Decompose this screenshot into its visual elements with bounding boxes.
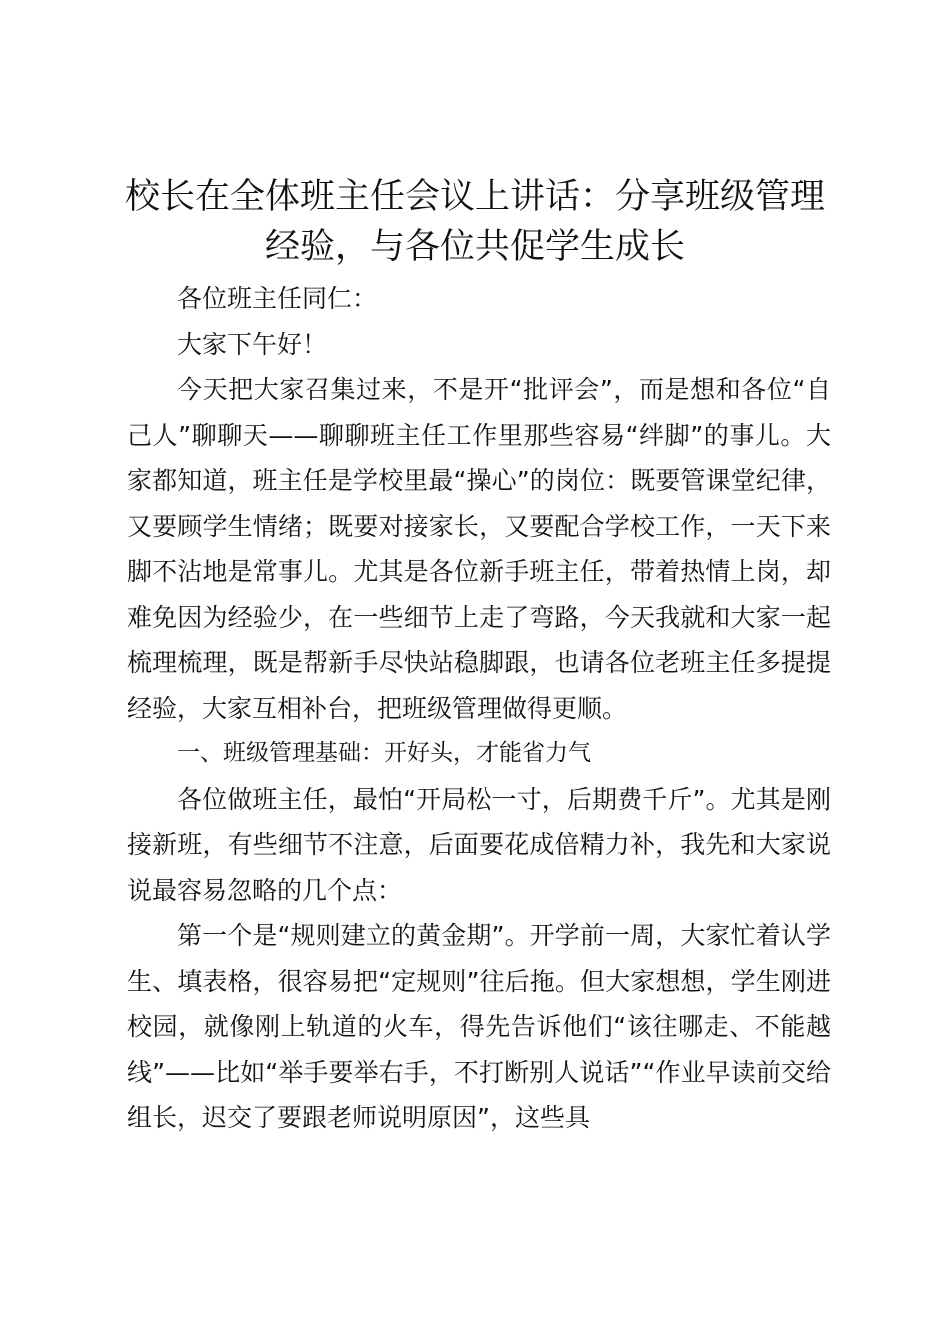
section-1-paragraph-1: 各位做班主任，最怕“开局松一寸，后期费千斤”。尤其是刚接新班，有些细节不注意，后面要花成倍精力补，我先和大家说说最容易忽略的几个点：: [127, 784, 831, 905]
document-body: [127, 276, 831, 1141]
intro-paragraph: 今天把大家召集过来，不是开“批评会”，而是想和各位“自己人”聊聊天——聊聊班主任工作里那些容易“绊脚”的事儿。大家都知道，班主任是学校里最“操心”的岗位：既要管课堂纪律，又要顾学生情绪；既要对接家长，又要配合学校工作，一天下来脚不沾地是常事儿。尤其是各位新手班主任，带着热情上岗，却难免因为经验少，在一些细节上走了弯路，今天我就和大家一起梳理梳理，既是帮新手尽快站稳脚跟，也请各位老班主任多提提经验，大家互相补台，把班级管理做得更顺。: [127, 375, 831, 723]
document-title: 校长在全体班主任会议上讲话：分享班级管理经验，与各位共促学生成长: [124, 177, 825, 267]
greeting: 大家下午好！: [177, 329, 328, 359]
section-heading-1: 一、班级管理基础：开好头，才能省力气: [177, 740, 591, 766]
salutation: 各位班主任同仁：: [177, 284, 378, 313]
section-1-paragraph-2: 第一个是“规则建立的黄金期”。开学前一周，大家忙着认学生、填表格，很容易把“定规则”往后拖。但大家想想，学生刚进校园，就像刚上轨道的火车，得先告诉他们“该往哪走、不能越线”——比如“举手要举右手，不打断别人说话”“作业早读前交给组长，迟交了要跟老师说明原因”，这些具: [127, 921, 831, 1132]
